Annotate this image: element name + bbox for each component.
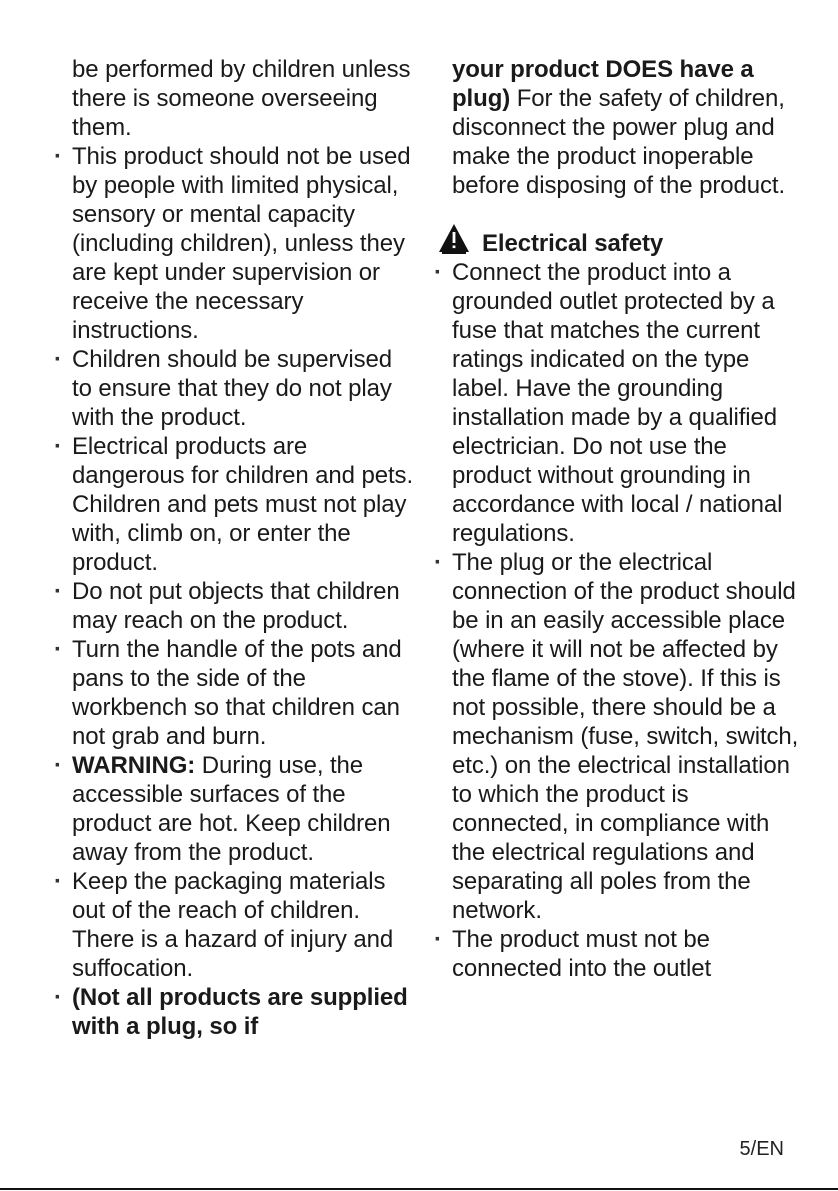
list-item: · The product must not be connected into the outlet [452, 925, 802, 983]
list-item: · Connect the product into a grounded outlet protected by a fuse that matches the current ratings indicated on the type label. Have the grounding installation made by a qualified electrician. Do not use the product without grounding in accordance with local / national regulations. [452, 258, 802, 548]
list-item: · Electrical products are dangerous for children and pets. Children and pets must not play with, climb on, or enter the product. [72, 432, 417, 577]
list-item: · Keep the packaging materials out of the reach of children. There is a hazard of injury and suffocation. [72, 867, 417, 983]
right-column [452, 55, 802, 983]
right-bullet-list [452, 258, 802, 983]
left-column [72, 55, 417, 1041]
left-bullet-list [72, 142, 417, 1041]
warning-triangle-icon [438, 222, 482, 258]
intro-text: be performed by children unless there is someone overseeing them. [72, 56, 411, 141]
list-item: · (Not all products are supplied with a plug, so if [72, 983, 417, 1041]
list-item: · Turn the handle of the pots and pans to the side of the workbench so that children can not grab and burn. [72, 635, 417, 751]
page-number: 5/EN [739, 1138, 784, 1160]
list-item: · Children should be supervised to ensure that they do not play with the product. [72, 345, 417, 432]
footer-divider [0, 1188, 838, 1190]
list-item: · This product should not be used by people with limited physical, sensory or mental capacity (including children), unless they are kept under supervision or receive the necessary instructions. [72, 142, 417, 345]
section-heading [438, 222, 802, 258]
section-title: Electrical safety [482, 230, 664, 257]
warning-label: WARNING: [72, 752, 196, 779]
list-item: · The plug or the electrical connection of the product should be in an easily accessible place (where it will not be affected by the flame of the stove). If this is not possible, there should be a mechanism (fuse, switch, switch, etc.) on the electrical installation to which the product is connected, in compliance with the electrical regulations and separating all poles from the network. [452, 548, 802, 925]
list-item: · Do not put objects that children may reach on the product. [72, 577, 417, 635]
continuation-paragraph: your product DOES have a plug) For the safety of children, disconnect the power plug and make the product inoperable before disposing of the product. [452, 56, 786, 199]
list-item: · WARNING: During use, the accessible surfaces of the product are hot. Keep children away from the product. [72, 751, 417, 867]
